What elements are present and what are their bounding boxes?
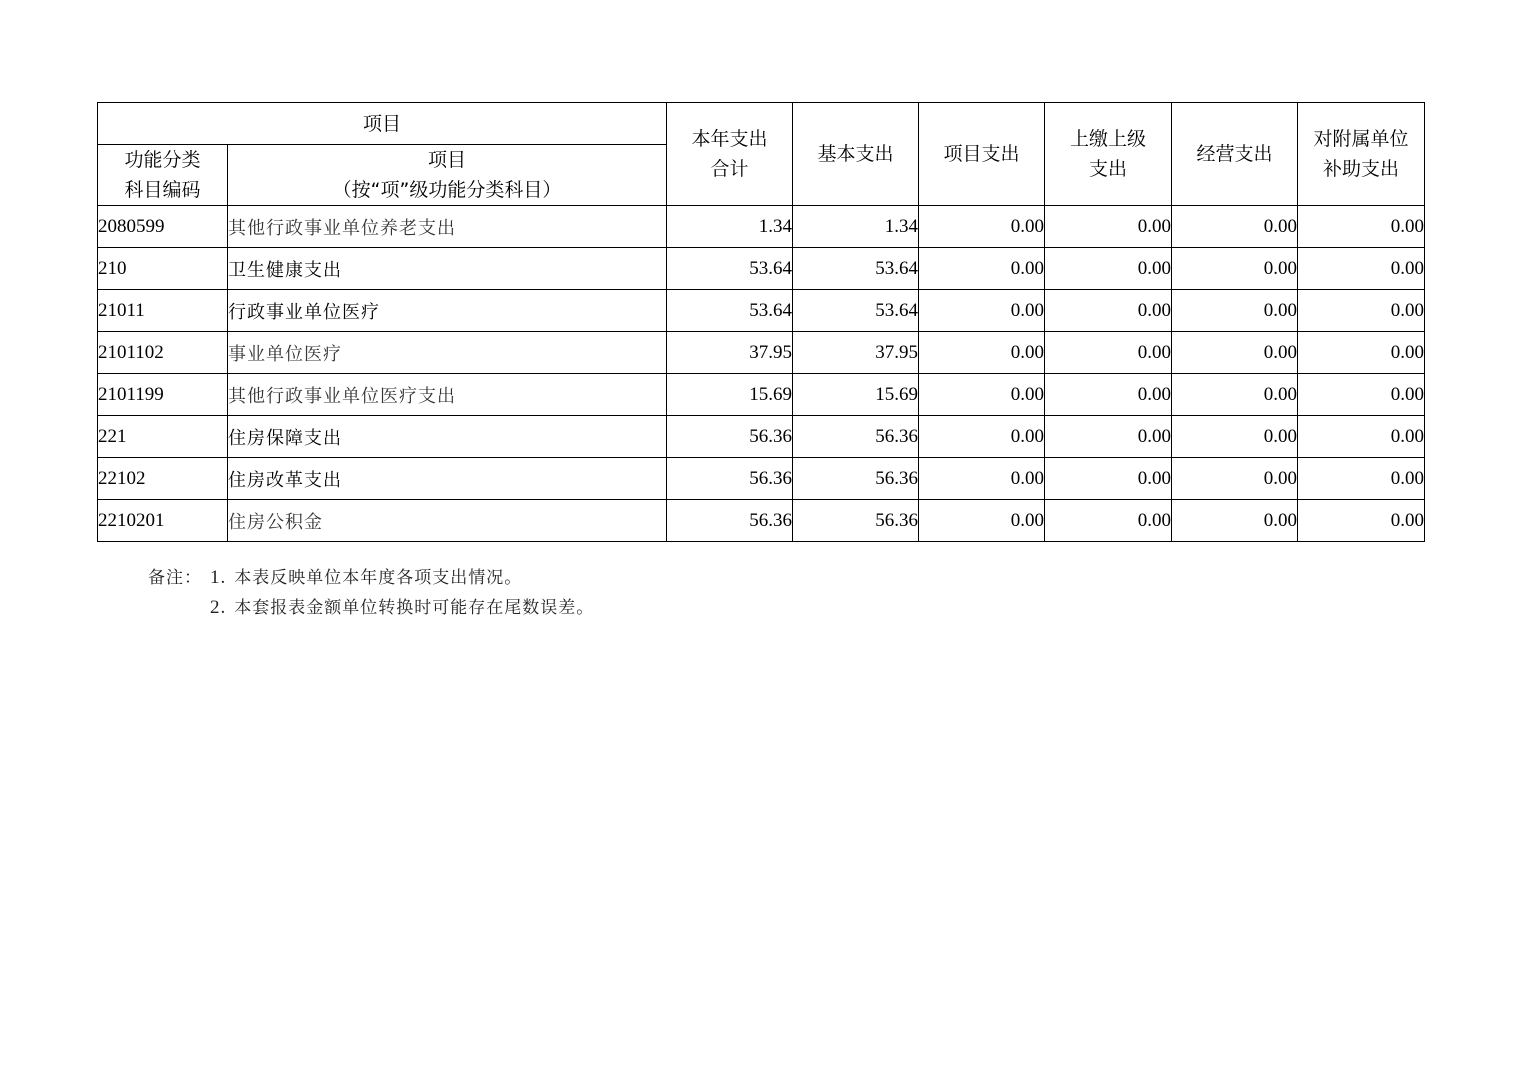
- notes-section: [148, 563, 594, 623]
- table-row: [98, 332, 1425, 374]
- cell-basic: 53.64: [793, 290, 919, 332]
- cell-operating: 0.00: [1172, 248, 1298, 290]
- code-col-header: 功能分类 科目编码: [98, 145, 228, 206]
- note-text: 本套报表金额单位转换时可能存在尾数误差。: [234, 598, 595, 618]
- cell-total: 1.34: [667, 206, 793, 248]
- cell-project: 0.00: [919, 332, 1045, 374]
- cell-operating: 0.00: [1172, 500, 1298, 542]
- cell-operating: 0.00: [1172, 458, 1298, 500]
- cell-remit-superior: 0.00: [1045, 248, 1172, 290]
- cell-total: 56.36: [667, 500, 793, 542]
- cell-name: 其他行政事业单位养老支出: [228, 206, 667, 248]
- cell-name: 住房公积金: [228, 500, 667, 542]
- table-row: [98, 500, 1425, 542]
- cell-operating: 0.00: [1172, 206, 1298, 248]
- table-row: [98, 374, 1425, 416]
- note-item: [148, 593, 594, 623]
- note-number: 1.: [210, 567, 227, 588]
- note-number: 2.: [210, 597, 227, 618]
- cell-code: 210: [98, 248, 228, 290]
- cell-operating: 0.00: [1172, 332, 1298, 374]
- table-row: [98, 416, 1425, 458]
- cell-code: 2101102: [98, 332, 228, 374]
- cell-basic: 1.34: [793, 206, 919, 248]
- cell-code: 2080599: [98, 206, 228, 248]
- col-header-remit-superior: 上缴上级 支出: [1045, 103, 1172, 206]
- table-row: [98, 248, 1425, 290]
- cell-project: 0.00: [919, 500, 1045, 542]
- col-header-total: 本年支出 合计: [667, 103, 793, 206]
- cell-code: 2210201: [98, 500, 228, 542]
- cell-total: 15.69: [667, 374, 793, 416]
- cell-code: 21011: [98, 290, 228, 332]
- cell-total: 37.95: [667, 332, 793, 374]
- cell-operating: 0.00: [1172, 290, 1298, 332]
- cell-name: 其他行政事业单位医疗支出: [228, 374, 667, 416]
- table-row: [98, 458, 1425, 500]
- cell-subsidy: 0.00: [1298, 290, 1425, 332]
- cell-name: 事业单位医疗: [228, 332, 667, 374]
- cell-remit-superior: 0.00: [1045, 458, 1172, 500]
- cell-subsidy: 0.00: [1298, 332, 1425, 374]
- col-header-operating: 经营支出: [1172, 103, 1298, 206]
- cell-name: 住房改革支出: [228, 458, 667, 500]
- cell-name: 住房保障支出: [228, 416, 667, 458]
- cell-subsidy: 0.00: [1298, 416, 1425, 458]
- cell-total: 53.64: [667, 290, 793, 332]
- cell-project: 0.00: [919, 206, 1045, 248]
- cell-project: 0.00: [919, 374, 1045, 416]
- cell-subsidy: 0.00: [1298, 206, 1425, 248]
- cell-subsidy: 0.00: [1298, 458, 1425, 500]
- cell-total: 56.36: [667, 458, 793, 500]
- note-item: [148, 563, 594, 593]
- cell-operating: 0.00: [1172, 374, 1298, 416]
- cell-code: 2101199: [98, 374, 228, 416]
- cell-remit-superior: 0.00: [1045, 206, 1172, 248]
- note-text: 本表反映单位本年度各项支出情况。: [234, 568, 523, 588]
- cell-basic: 56.36: [793, 500, 919, 542]
- cell-basic: 15.69: [793, 374, 919, 416]
- cell-name: 行政事业单位医疗: [228, 290, 667, 332]
- col-header-subsidy: 对附属单位 补助支出: [1298, 103, 1425, 206]
- cell-basic: 56.36: [793, 416, 919, 458]
- cell-remit-superior: 0.00: [1045, 332, 1172, 374]
- cell-project: 0.00: [919, 248, 1045, 290]
- cell-basic: 37.95: [793, 332, 919, 374]
- name-col-header: 项目 （按“项”级功能分类科目）: [228, 145, 667, 206]
- cell-remit-superior: 0.00: [1045, 416, 1172, 458]
- cell-remit-superior: 0.00: [1045, 374, 1172, 416]
- cell-remit-superior: 0.00: [1045, 500, 1172, 542]
- cell-code: 22102: [98, 458, 228, 500]
- cell-total: 53.64: [667, 248, 793, 290]
- cell-basic: 56.36: [793, 458, 919, 500]
- cell-code: 221: [98, 416, 228, 458]
- expenditure-table: [97, 102, 1425, 542]
- cell-project: 0.00: [919, 290, 1045, 332]
- cell-total: 56.36: [667, 416, 793, 458]
- table-body: [98, 206, 1425, 542]
- cell-name: 卫生健康支出: [228, 248, 667, 290]
- col-header-project: 项目支出: [919, 103, 1045, 206]
- project-group-header: 项目: [98, 103, 667, 145]
- cell-subsidy: 0.00: [1298, 500, 1425, 542]
- col-header-basic: 基本支出: [793, 103, 919, 206]
- cell-basic: 53.64: [793, 248, 919, 290]
- table-row: [98, 206, 1425, 248]
- notes-label: 备注：: [148, 568, 202, 588]
- cell-project: 0.00: [919, 458, 1045, 500]
- cell-project: 0.00: [919, 416, 1045, 458]
- table-header: [98, 103, 1425, 206]
- table-row: [98, 290, 1425, 332]
- cell-subsidy: 0.00: [1298, 248, 1425, 290]
- cell-operating: 0.00: [1172, 416, 1298, 458]
- cell-subsidy: 0.00: [1298, 374, 1425, 416]
- cell-remit-superior: 0.00: [1045, 290, 1172, 332]
